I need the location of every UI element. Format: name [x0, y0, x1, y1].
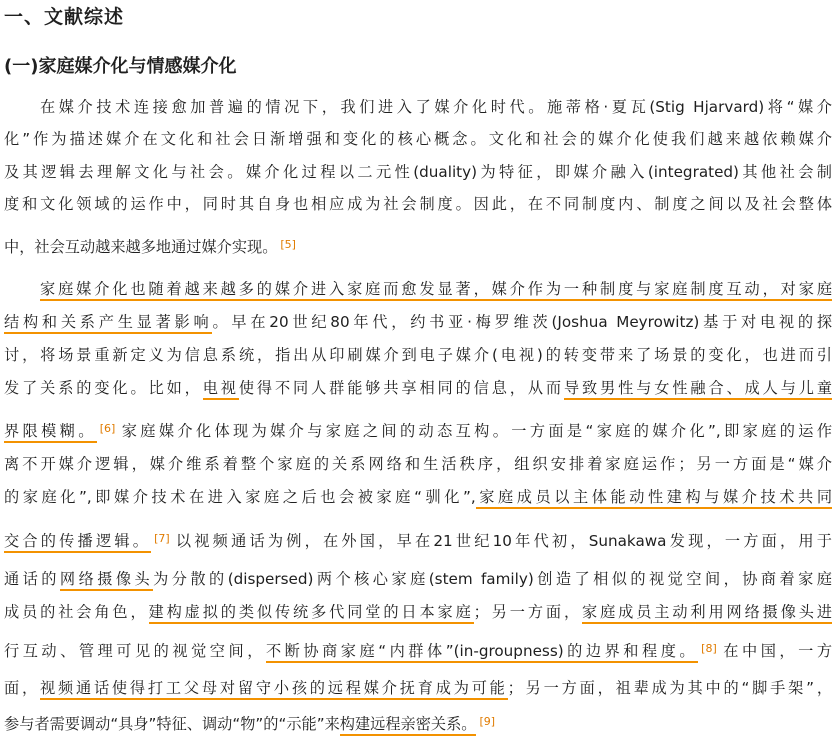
underlined-text: 导致男性与女性融合、成人与儿童: [564, 379, 832, 400]
text-run: 发了关系的变化。比如，: [4, 379, 203, 397]
text-run: 面，: [4, 679, 40, 697]
underlined-text: 网络摄像头: [60, 570, 153, 591]
text-run: 成员的社会角色，: [4, 603, 149, 621]
paragraph-line: [4, 640, 832, 662]
text-run: 离不开媒介逻辑，媒介维系着整个家庭的关系网络和生活秩序，组织安排着家庭运作；另一方面是“媒介: [4, 455, 832, 473]
text-run: 在媒介技术连接愈加普遍的情况下，我们进入了媒介化时代。施蒂格·夏瓦(Stig Hjarvard)将“媒介: [40, 98, 832, 116]
paragraph-line: [4, 193, 832, 215]
section-heading: 一、文献综述: [4, 6, 125, 28]
text-run: 通话的: [4, 570, 60, 588]
paragraph-line: [4, 311, 832, 333]
paragraph-line: [4, 453, 832, 475]
paragraph-line: [4, 601, 832, 623]
paragraph-line: [4, 128, 832, 150]
text-run: ；另一方面，: [473, 603, 582, 621]
text-run: 的家庭化”,即媒介技术在进入家庭之后也会被家庭“驯化”,: [4, 488, 476, 506]
underlined-text: 家庭成员主动利用网络摄像头进: [582, 603, 832, 624]
underlined-text: 家庭成员以主体能动性建构与媒介技术共同: [476, 488, 832, 509]
text-run: 以视频通话为例，在外国，早在21世纪10年代初，Sunakawa发现，一方面，用于: [172, 532, 832, 550]
underlined-text: 构建远程亲密关系。: [340, 715, 477, 736]
paragraph-line: [4, 568, 832, 590]
underlined-text: 家庭媒介化也随着越来越多的媒介进入家庭而愈发显著，媒介作为一种制度与家庭制度互动，对家庭: [40, 280, 832, 301]
subsection-heading: (一)家庭媒介化与情感媒介化: [4, 56, 237, 77]
underlined-text: 不断协商家庭“内群体”(in-groupness)的边界和程度。: [266, 642, 698, 663]
text-run: 讨，将场景重新定义为信息系统，指出从印刷媒介到电子媒介(电视)的转变带来了场景的变化，也进而引: [4, 346, 832, 364]
underlined-text: 电视: [203, 379, 239, 400]
text-run: 为分散的(dispersed)两个核心家庭(stem family)创造了相似的视觉空间，协商着家庭: [153, 570, 832, 588]
text-run: 在中国，一方: [719, 642, 833, 660]
citation-link[interactable]: [7]: [154, 532, 170, 545]
paragraph-line: [4, 161, 832, 183]
underlined-text: 视频通话使得打工父母对留守小孩的远程媒介抚育成为可能: [40, 679, 508, 700]
text-run: 化”作为描述媒介在文化和社会日渐增强和变化的核心概念。文化和社会的媒介化使我们越来越依赖媒介: [4, 130, 832, 148]
text-run: 家庭媒介化体现为媒介与家庭之间的动态互构。一方面是“家庭的媒介化”,即家庭的运作: [118, 422, 833, 440]
text-run: 。早在20世纪80年代，约书亚·梅罗维茨(Joshua Meyrowitz)基于对电视的探: [212, 313, 833, 331]
citation-link[interactable]: [8]: [701, 642, 717, 655]
text-run: 及其逻辑去理解文化与社会。媒介化过程以二元性(duality)为特征，即媒介融入(integrated)其他社会制: [4, 163, 832, 181]
text-run: 行互动、管理可见的视觉空间，: [4, 642, 266, 660]
text-run: 中，社会互动越来越多地通过媒介实现。: [4, 238, 278, 256]
underlined-text: 界限模糊。: [4, 422, 97, 443]
paragraph-line: [4, 344, 832, 366]
paragraph-line: [4, 278, 832, 300]
paragraph-line: [4, 96, 832, 118]
citation-link[interactable]: [6]: [99, 422, 116, 435]
paragraph-line: [4, 377, 832, 399]
underlined-text: 交合的传播逻辑。: [4, 532, 151, 553]
underlined-text: 建构虚拟的类似传统多代同堂的日本家庭: [149, 603, 474, 624]
citation-link[interactable]: [5]: [280, 238, 296, 251]
text-run: 度和文化领域的运作中，同时其自身也相应成为社会制度。因此，在不同制度内、制度之间以及社会整体: [4, 195, 832, 213]
paragraph-line: [4, 530, 832, 552]
citation-link[interactable]: [9]: [479, 715, 496, 728]
underlined-text: 结构和关系产生显著影响: [4, 313, 212, 334]
paragraph-line: [4, 677, 832, 699]
text-run: ；另一方面，祖辈成为其中的“脚手架”，: [507, 679, 833, 697]
paragraph-line: [4, 236, 832, 258]
paragraph-line: [4, 486, 832, 508]
paragraph-line: [4, 713, 832, 735]
paragraph-line: [4, 420, 832, 442]
text-run: 参与者需要调动“具身”特征、调动“物”的“示能”来: [4, 715, 340, 733]
text-run: 使得不同人群能够共享相同的信息，从而: [238, 379, 564, 397]
